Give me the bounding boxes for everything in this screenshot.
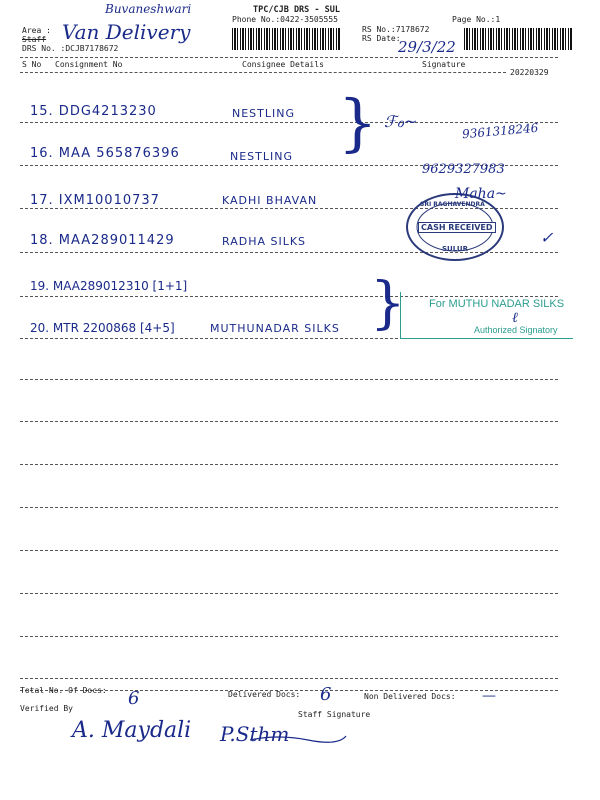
empty-row-line: [20, 636, 558, 637]
staff-handwritten: Van Delivery: [62, 20, 191, 44]
staff-signature-stroke: [248, 728, 348, 748]
col-signature: Signature: [422, 60, 466, 69]
phone-number: Phone No.:0422-3505555: [232, 15, 338, 24]
receiver-phone-2: 9629327983: [422, 162, 505, 177]
staff-signature: P.Sthm: [220, 722, 290, 746]
rs-number: RS No.:7178672: [362, 25, 430, 34]
area-label: Area :: [22, 26, 51, 35]
empty-row-line: [20, 678, 558, 679]
row-line: [20, 122, 558, 123]
empty-row-line: [20, 550, 558, 551]
staff-label: Staff: [22, 35, 47, 44]
verifier-signature: A. Maydali: [72, 718, 192, 743]
cash-received-stamp: [406, 193, 504, 261]
row-17-consignment: 17. IXM10010737: [30, 193, 160, 208]
row-19-consignment: 19. MAA289012310 [1+1]: [30, 279, 188, 293]
empty-row-line: [20, 593, 558, 594]
authorized-signature: ℓ: [512, 310, 518, 326]
col-sno: S No: [22, 60, 42, 69]
stamp-top-text: SRI RAGHAVENDRA: [420, 201, 485, 208]
receiver-phone-1: 9361318246: [461, 120, 539, 142]
empty-row-line: [20, 379, 558, 380]
delivered-docs-label: Delivered Docs:: [228, 690, 301, 699]
verified-by-label: Verified By: [20, 704, 73, 713]
col-consignee: Consignee Details: [242, 60, 324, 69]
row-18-consignee: RADHA SILKS: [222, 235, 307, 248]
empty-row-line: [20, 507, 558, 508]
row-15-consignment: 15. DDG4213230: [30, 104, 157, 119]
empty-row-line: [20, 464, 558, 465]
header-rule-bottom: [20, 72, 506, 73]
row-16-consignee: NESTLING: [230, 150, 294, 163]
row-17-consignee: KADHI BHAVAN: [222, 194, 318, 207]
total-docs-label: Total No. Of Docs:: [20, 686, 107, 695]
total-docs-value: 6: [128, 688, 140, 709]
header-rule-top: [20, 57, 558, 58]
barcode-right: [464, 28, 572, 50]
stamp-middle-text: CASH RECEIVED: [418, 222, 496, 233]
brace-icon: }: [370, 271, 406, 336]
authorized-signatory-label: Authorized Signatory: [474, 325, 558, 335]
non-delivered-docs-value: —: [482, 688, 496, 704]
empty-row-line: [20, 421, 558, 422]
rs-date-label: RS Date:: [362, 34, 401, 43]
drs-number: DRS No. :DCJB7178672: [22, 44, 119, 53]
barcode-left: [232, 28, 340, 50]
row-20-consignment: 20. MTR 2200868 [4+5]: [30, 321, 175, 335]
delivered-docs-value: 6: [320, 684, 332, 705]
signature-scribble: ℱℴ~: [384, 112, 418, 131]
stamp-signature: Maha~: [455, 186, 507, 202]
rs-date-handwritten: 29/3/22: [398, 38, 456, 56]
batch-code: 20220329: [510, 68, 549, 77]
staff-signature-label: Staff Signature: [298, 710, 371, 719]
document-title: TPC/CJB DRS - SUL: [253, 5, 340, 15]
stamp-signature-tick: ✓: [540, 228, 554, 247]
row-20-consignee: MUTHUNADAR SILKS: [210, 322, 340, 335]
row-18-consignment: 18. MAA289011429: [30, 233, 175, 248]
col-consignment: Consignment No: [55, 60, 123, 69]
non-delivered-docs-label: Non Delivered Docs:: [364, 692, 456, 701]
authorized-company: For MUTHU NADAR SILKS: [429, 298, 565, 310]
row-16-consignment: 16. MAA 565876396: [30, 146, 180, 161]
brace-icon: }: [338, 86, 378, 159]
stamp-bottom-text: SULUR: [442, 245, 469, 253]
page-number: Page No.:1: [452, 15, 501, 24]
area-handwritten: Buvaneshwari: [105, 2, 192, 16]
row-15-consignee: NESTLING: [232, 107, 296, 120]
